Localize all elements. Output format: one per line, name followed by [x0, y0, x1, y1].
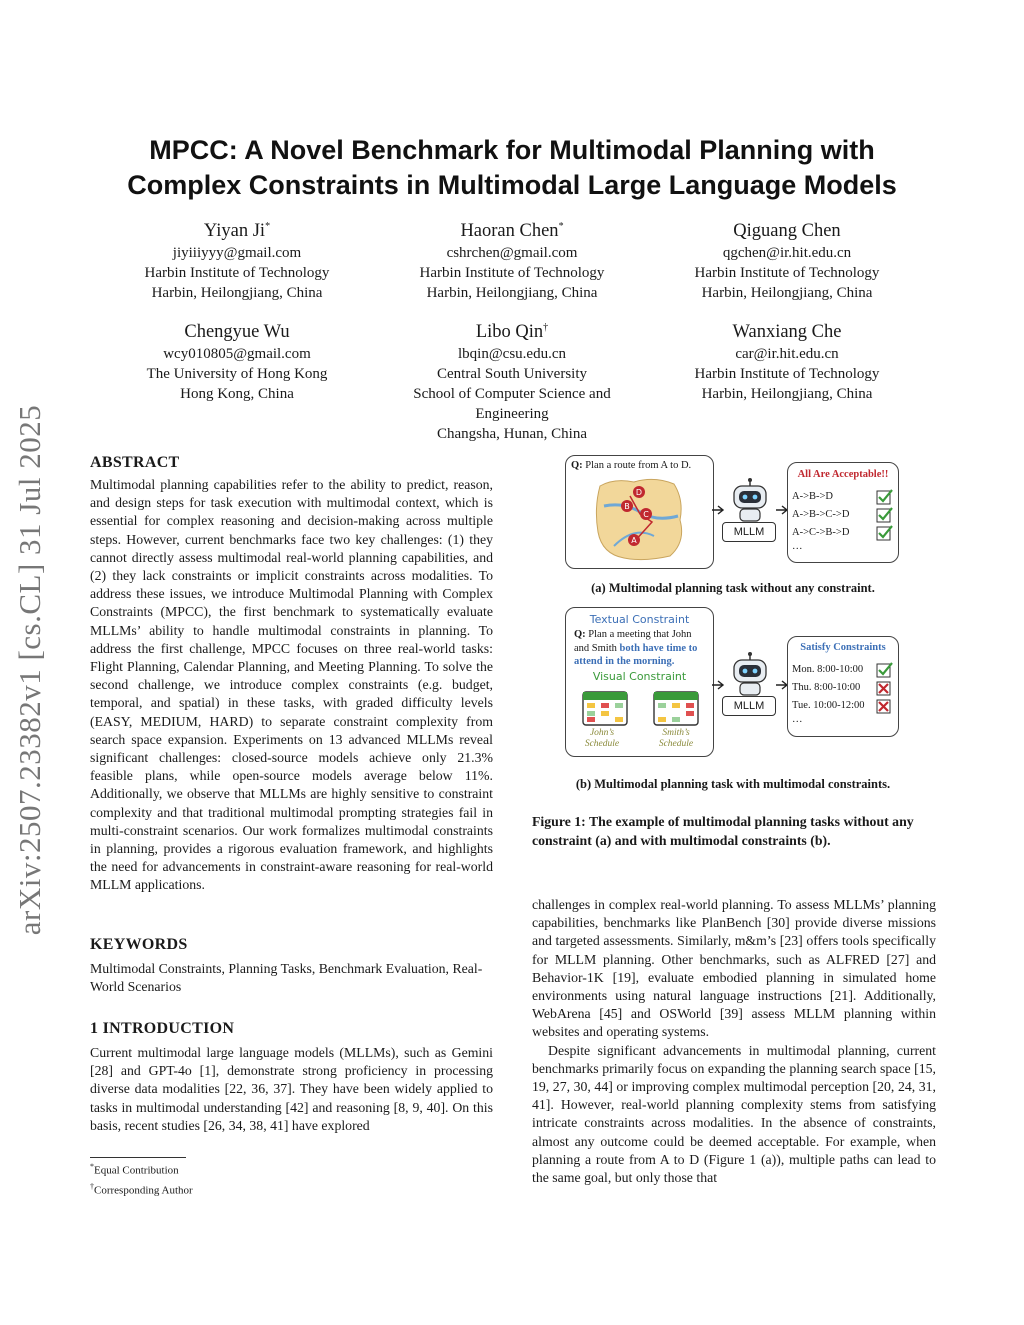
robot-icon — [722, 478, 778, 546]
author-location: Harbin, Heilongjiang, China — [151, 285, 323, 302]
author-name: Qiguang Chen — [733, 221, 841, 242]
fig-b-question — [574, 628, 708, 669]
fig-a-caption: (a) Multimodal planning task without any constraint. — [591, 581, 875, 595]
cross-icon — [877, 700, 890, 713]
author-affiliation: Harbin Institute of Technology — [694, 265, 880, 282]
keywords-heading: KEYWORDS — [90, 936, 188, 953]
svg-text:C: C — [643, 510, 649, 519]
author-location: Hong Kong, China — [180, 386, 294, 403]
map-pin-d — [633, 486, 645, 498]
figure-1-caption: Figure 1: The example of multimodal planning tasks without any constraint (a) and with multimodal constraints (b). — [532, 814, 914, 848]
answer-title: All Are Acceptable!! — [797, 469, 889, 480]
cross-icon — [877, 682, 890, 695]
mllm-label: MLLM — [722, 696, 776, 716]
author-affiliation: The University of Hong Kong — [146, 366, 328, 383]
author-name: Chengyue Wu — [184, 322, 290, 343]
answer-item: Thu. 8:00-10:00 — [792, 682, 861, 693]
calendar-icon — [653, 688, 699, 726]
author-department-cont: Engineering — [475, 406, 549, 423]
author-mark: * — [265, 221, 271, 232]
smith-schedule-label: Smith’s Schedule — [658, 728, 694, 749]
author-location: Harbin, Heilongjiang, China — [701, 386, 873, 403]
author-email[interactable]: qgchen@ir.hit.edu.cn — [722, 245, 852, 262]
map-pin-a — [628, 534, 640, 546]
svg-text:D: D — [635, 488, 643, 497]
svg-text:B: B — [624, 502, 630, 511]
footnote-equal: *Equal Contribution — [90, 1162, 179, 1177]
author-department: School of Computer Science and — [413, 386, 611, 403]
author-block — [102, 316, 372, 404]
author-location: Harbin, Heilongjiang, China — [701, 285, 873, 302]
robot-icon — [722, 652, 778, 720]
answer-item: A->C->B->D — [792, 527, 850, 538]
author-block — [652, 215, 922, 303]
question-plain: Plan a meeting that John and Smith — [574, 629, 692, 654]
author-affiliation: Central South University — [437, 366, 587, 383]
author-email[interactable]: jiyiiiyyy@gmail.com — [172, 245, 302, 262]
intro-heading: 1 INTRODUCTION — [90, 1020, 235, 1037]
title-line-2: Complex Constraints in Multimodal Large Language Models — [127, 170, 897, 200]
intro-paragraph: Despite significant advancements in multimodal planning, current benchmarks primarily focus on expanding the planning search space [15, 19, 27, 30, 44] or improving complex multimodal perception [20, 24, 31, 41]. However, real-world planning complexity stems from satisfying intricate constraints across modalities. In the absence of constraints, almost any outcome could be deemed acceptable. For example, when planning a route from A to D (Figure 1 (a)), multiple paths can lead to the same goal, but only those that — [532, 1042, 936, 1186]
answer-item: … — [792, 714, 803, 725]
abstract-heading: ABSTRACT — [90, 454, 180, 471]
author-name: Yiyan Ji — [203, 221, 266, 242]
author-location: Changsha, Hunan, China — [437, 426, 587, 443]
visual-constraint-title: Visual Constraint — [592, 670, 687, 683]
author-affiliation: Harbin Institute of Technology — [419, 265, 605, 282]
textual-constraint-title: Textual Constraint — [589, 613, 690, 626]
fig-b-answer-box — [787, 636, 899, 737]
author-email[interactable]: lbqin@csu.edu.cn — [458, 346, 566, 363]
author-block — [102, 215, 372, 303]
author-mark: * — [558, 221, 564, 232]
calendar-icon — [582, 688, 628, 726]
answer-item: Mon. 8:00-10:00 — [792, 664, 864, 675]
author-affiliation: Harbin Institute of Technology — [144, 265, 330, 282]
footnote-dagger: † — [90, 1181, 94, 1191]
author-block — [377, 316, 647, 444]
author-block — [377, 215, 647, 303]
q-prefix: Q: — [571, 460, 583, 471]
answer-item: … — [792, 541, 803, 552]
author-affiliation: Harbin Institute of Technology — [694, 366, 880, 383]
footnotes — [90, 1159, 193, 1198]
answer-item: Tue. 10:00-12:00 — [792, 700, 865, 711]
fig-b-constraint-box — [565, 607, 714, 757]
author-name: Wanxiang Che — [732, 322, 842, 343]
author-email[interactable]: car@ir.hit.edu.cn — [735, 346, 839, 363]
footnote-corresponding: †Corresponding Author — [90, 1181, 193, 1197]
author-name: Libo Qin — [475, 322, 544, 343]
map-image — [594, 476, 686, 562]
check-icon — [877, 490, 892, 504]
john-schedule-label: John’s Schedule — [584, 728, 620, 749]
intro-paragraph: challenges in complex real-world planning. To assess MLLMs’ planning capabilities, benchmarks like PlanBench [30] provide diverse missions and targeted assessments. Similarly, m&m’s [23] offers tools specifically for MLLM planning. Other benchmarks, such as ALFRED [27] and Behavior-1K [19], evaluate embodied planning in simulated home environments using natural language instructions [21]. Additionally, WebArena [45] and OSWorld [39] assess MLLM planning within websites and operating systems. — [532, 897, 936, 1040]
mllm-label: MLLM — [722, 522, 776, 542]
svg-text:A: A — [631, 536, 637, 545]
author-name: Haoran Chen — [460, 221, 559, 242]
intro-text-col2 — [532, 896, 936, 1187]
abstract-text — [90, 476, 493, 895]
author-block — [652, 316, 922, 404]
question-emphasis: both have time to attend in the morning. — [574, 642, 698, 667]
fig-b-caption: (b) Multimodal planning task with multimodal constraints. — [575, 777, 891, 791]
fig-a-question-box — [565, 455, 714, 569]
check-icon — [877, 663, 892, 677]
answer-item: A->B->C->D — [792, 509, 850, 520]
check-icon — [877, 526, 892, 540]
check-icon — [877, 508, 892, 522]
map-pin-c — [640, 508, 652, 520]
title-line-1: MPCC: A Novel Benchmark for Multimodal Planning with — [149, 135, 875, 165]
arxiv-id: arXiv:2507.23382v1 [cs.CL] 31 Jul 2025 — [12, 404, 47, 936]
answer-item: A->B->D — [792, 491, 834, 502]
author-mark: † — [543, 322, 549, 333]
fig-a-answer-box — [787, 462, 899, 563]
keywords-text: Multimodal Constraints, Planning Tasks, Benchmark Evaluation, Real-World Scenarios — [90, 961, 483, 995]
fig-a-question: Plan a route from A to D. — [585, 460, 692, 471]
arxiv-sidebar — [10, 390, 50, 950]
author-location: Harbin, Heilongjiang, China — [426, 285, 598, 302]
author-email[interactable]: wcy010805@gmail.com — [163, 346, 311, 363]
paper-title — [90, 133, 934, 203]
map-pin-b — [621, 500, 633, 512]
abstract-paragraph: Multimodal planning capabilities refer to the ability to predict, reason, and design steps for task execution with multimodal context, which is essential for complex reasoning and decision-making across multiple steps. However, current benchmarks face two key challenges: (1) they cannot directly assess multimodal real-world planning capabilities, and (2) they lack constraints or implicit constraints across modalities. To address these issues, we introduce Multimodal Planning with Complex Constraints (MPCC), the first benchmark to systematically evaluate MLLMs’ ability to handle multimodal constraints in planning. To address the first challenge, MPCC focuses on three real-world tasks: Flight Planning, Calendar Planning, and Meeting Planning. To solve the second challenge, we introduce complex constraints (e.g. budget, temporal, and spatial) in these tasks, with graded difficulty levels (EASY, MEDIUM, HARD) to separate constraint complexity from search space expansion. Experiments on 13 advanced MLLMs reveal significant challenges: closed-source models achieve only 21.3% feasible plans, while open-source models average below 11%. Additionally, we observe that MLLMs are highly sensitive to constraint complexity and that traditional multimodal prompting strategies fail in multi-constraint scenarios. Our work formalizes multimodal constraints in planning, provides a rigorous evaluation framework, and highlights the need for advancements in constraint-aware reasoning for real-world MLLM applications. — [90, 477, 493, 893]
intro-text — [90, 1044, 493, 1135]
intro-paragraph: Current multimodal large language models (MLLMs), such as Gemini [28] and GPT-4o [1], demonstrate strong proficiency in processing diverse data modalities [22, 36, 37]. They have been widely applied to tasks in multimodal understanding [42] and reasoning [8, 9, 40]. On this basis, recent studies [26, 34, 38, 41] have explored — [90, 1045, 493, 1133]
answer-title: Satisfy Constraints — [800, 642, 886, 653]
author-email[interactable]: cshrchen@gmail.com — [446, 245, 578, 262]
q-prefix: Q: — [574, 629, 586, 640]
footnote-star: * — [90, 1162, 94, 1171]
footnote-rule — [90, 1157, 186, 1158]
